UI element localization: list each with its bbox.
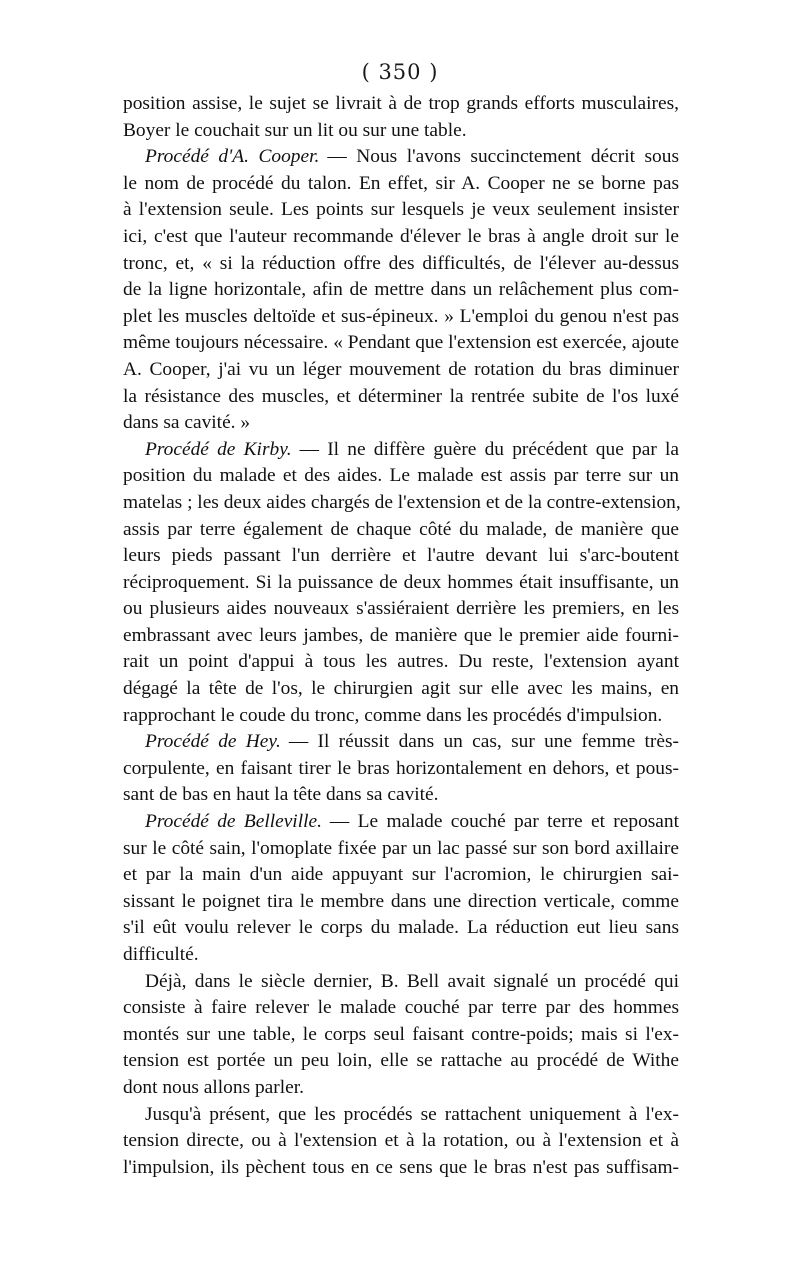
line-text: de la ligne horizontale, afin de mettre dans un relâchement plus com-	[123, 279, 679, 301]
text-line	[123, 304, 679, 331]
text-line	[123, 969, 679, 996]
text-line	[123, 836, 679, 863]
page-number: ( 350 )	[361, 60, 439, 84]
line-text: — Le malade couché par terre et reposant	[329, 811, 679, 833]
line-text: — Il réussit dans un cas, sur une femme très-	[288, 731, 679, 753]
text-line	[123, 596, 679, 623]
text-line	[123, 543, 679, 570]
text-line	[123, 703, 679, 730]
text-line	[123, 649, 679, 676]
text-line	[123, 251, 679, 278]
line-text: même toujours nécessaire. « Pendant que l'extension est exercée, ajoute	[123, 332, 679, 354]
text-line	[123, 995, 679, 1022]
line-text: à l'extension seule. Les points sur lesquels je veux seulement insister	[123, 199, 679, 221]
line-text: — Nous l'avons succinctement décrit sous	[327, 146, 679, 168]
section-heading: Procédé de Kirby.	[145, 438, 292, 460]
line-text: embrassant avec leurs jambes, de manière que le premier aide fourni-	[123, 624, 679, 646]
line-text: A. Cooper, j'ai vu un léger mouvement de rotation du bras diminuer	[123, 358, 679, 380]
line-text: la résistance des muscles, et déterminer la rentrée subite de l'os luxé	[123, 385, 679, 407]
line-text: l'impulsion, ils pèchent tous en ce sens que le bras n'est pas suffisam-	[123, 1156, 679, 1178]
line-text: corpulente, en faisant tirer le bras horizontalement en dehors, et pous-	[123, 757, 679, 779]
line-text: s'il eût voulu relever le corps du malade. La réduction eut lieu sans	[123, 917, 679, 939]
line-text: assis par terre également de chaque côté du malade, de manière que	[123, 518, 679, 540]
text-line	[123, 437, 679, 464]
line-text: tension directe, ou à l'extension et à la rotation, ou à l'extension et à	[123, 1130, 679, 1152]
line-text: sur le côté sain, l'omoplate fixée par un lac passé sur son bord axillaire	[123, 837, 679, 859]
line-text: matelas ; les deux aides chargés de l'extension et de la contre-extension,	[123, 491, 681, 513]
line-text: consiste à faire relever le malade couché par terre par des hommes	[123, 997, 679, 1019]
line-text: ou plusieurs aides nouveaux s'assiéraient derrière les premiers, en les	[123, 598, 679, 620]
section-heading: Procédé de Belleville.	[145, 811, 322, 833]
text-line	[123, 942, 679, 969]
text-line	[123, 517, 679, 544]
line-text: sissant le poignet tira le membre dans une direction verticale, comme	[123, 890, 679, 912]
text-line	[123, 676, 679, 703]
line-text: position du malade et des aides. Le malade est assis par terre sur un	[123, 465, 679, 487]
line-text: Jusqu'à présent, que les procédés se rattachent uniquement à l'ex-	[145, 1103, 679, 1125]
text-line	[123, 490, 679, 517]
line-text: difficulté.	[123, 944, 199, 965]
line-text: position assise, le sujet se livrait à de trop grands efforts musculaires,	[123, 93, 679, 114]
text-line	[123, 197, 679, 224]
text-line	[123, 623, 679, 650]
line-text: montés sur une table, le corps seul faisant contre-poids; mais si l'ex-	[123, 1023, 679, 1045]
text-line	[123, 384, 679, 411]
text-line	[123, 1048, 679, 1075]
text-line	[123, 1022, 679, 1049]
text-line	[123, 463, 679, 490]
text-line	[123, 144, 679, 171]
text-line	[123, 729, 679, 756]
line-text: Boyer le couchait sur un lit ou sur une table.	[123, 119, 467, 141]
text-line	[123, 1128, 679, 1155]
text-line	[123, 171, 679, 198]
line-text: dégagé la tête de l'os, le chirurgien agit sur elle avec les mains, en	[123, 678, 679, 700]
text-line	[123, 889, 679, 916]
line-text: leurs pieds passant l'un derrière et l'autre devant lui s'arc-boutent	[123, 545, 679, 567]
line-text: rait un point d'appui à tous les autres. Du reste, l'extension ayant	[123, 651, 679, 673]
line-text: réciproquement. Si la puissance de deux hommes était insuffisante, un	[123, 571, 679, 593]
text-line	[123, 862, 679, 889]
text-line	[123, 277, 679, 304]
line-text: sant de bas en haut la tête dans sa cavité.	[123, 784, 439, 806]
text-line	[123, 756, 679, 783]
line-text: ici, c'est que l'auteur recommande d'élever le bras à angle droit sur le	[123, 225, 679, 247]
section-heading: Procédé de Hey.	[145, 731, 281, 753]
text-line	[123, 809, 679, 836]
text-line	[123, 570, 679, 597]
line-text: plet les muscles deltoïde et sus-épineux. » L'emploi du genou n'est pas	[123, 305, 679, 327]
text-line	[123, 1155, 679, 1182]
text-line	[123, 915, 679, 942]
line-text: et par la main d'un aide appuyant sur l'acromion, le chirurgien sai-	[123, 864, 679, 886]
text-line	[123, 410, 679, 437]
line-text: dont nous allons parler.	[123, 1076, 304, 1098]
body-text	[123, 91, 679, 1181]
line-text: Déjà, dans le siècle dernier, B. Bell avait signalé un procédé qui	[145, 970, 679, 992]
text-line	[123, 357, 679, 384]
line-text: le nom de procédé du talon. En effet, sir A. Cooper ne se borne pas	[123, 172, 679, 194]
text-line	[123, 91, 679, 118]
line-text: tension est portée un peu loin, elle se rattache au procédé de Withe	[123, 1050, 679, 1072]
line-text: dans sa cavité. »	[123, 412, 251, 434]
text-line	[123, 118, 679, 145]
line-text: tronc, et, « si la réduction offre des difficultés, de l'élever au-dessus	[123, 252, 679, 274]
line-text: rapprochant le coude du tronc, comme dans les procédés d'impulsion.	[123, 704, 663, 726]
line-text: — Il ne diffère guère du précédent que par la	[299, 438, 679, 460]
text-line	[123, 330, 679, 357]
text-line	[123, 1102, 679, 1129]
text-line	[123, 224, 679, 251]
text-line	[123, 782, 679, 809]
section-heading: Procédé d'A. Cooper.	[145, 146, 320, 168]
text-line	[123, 1075, 679, 1102]
